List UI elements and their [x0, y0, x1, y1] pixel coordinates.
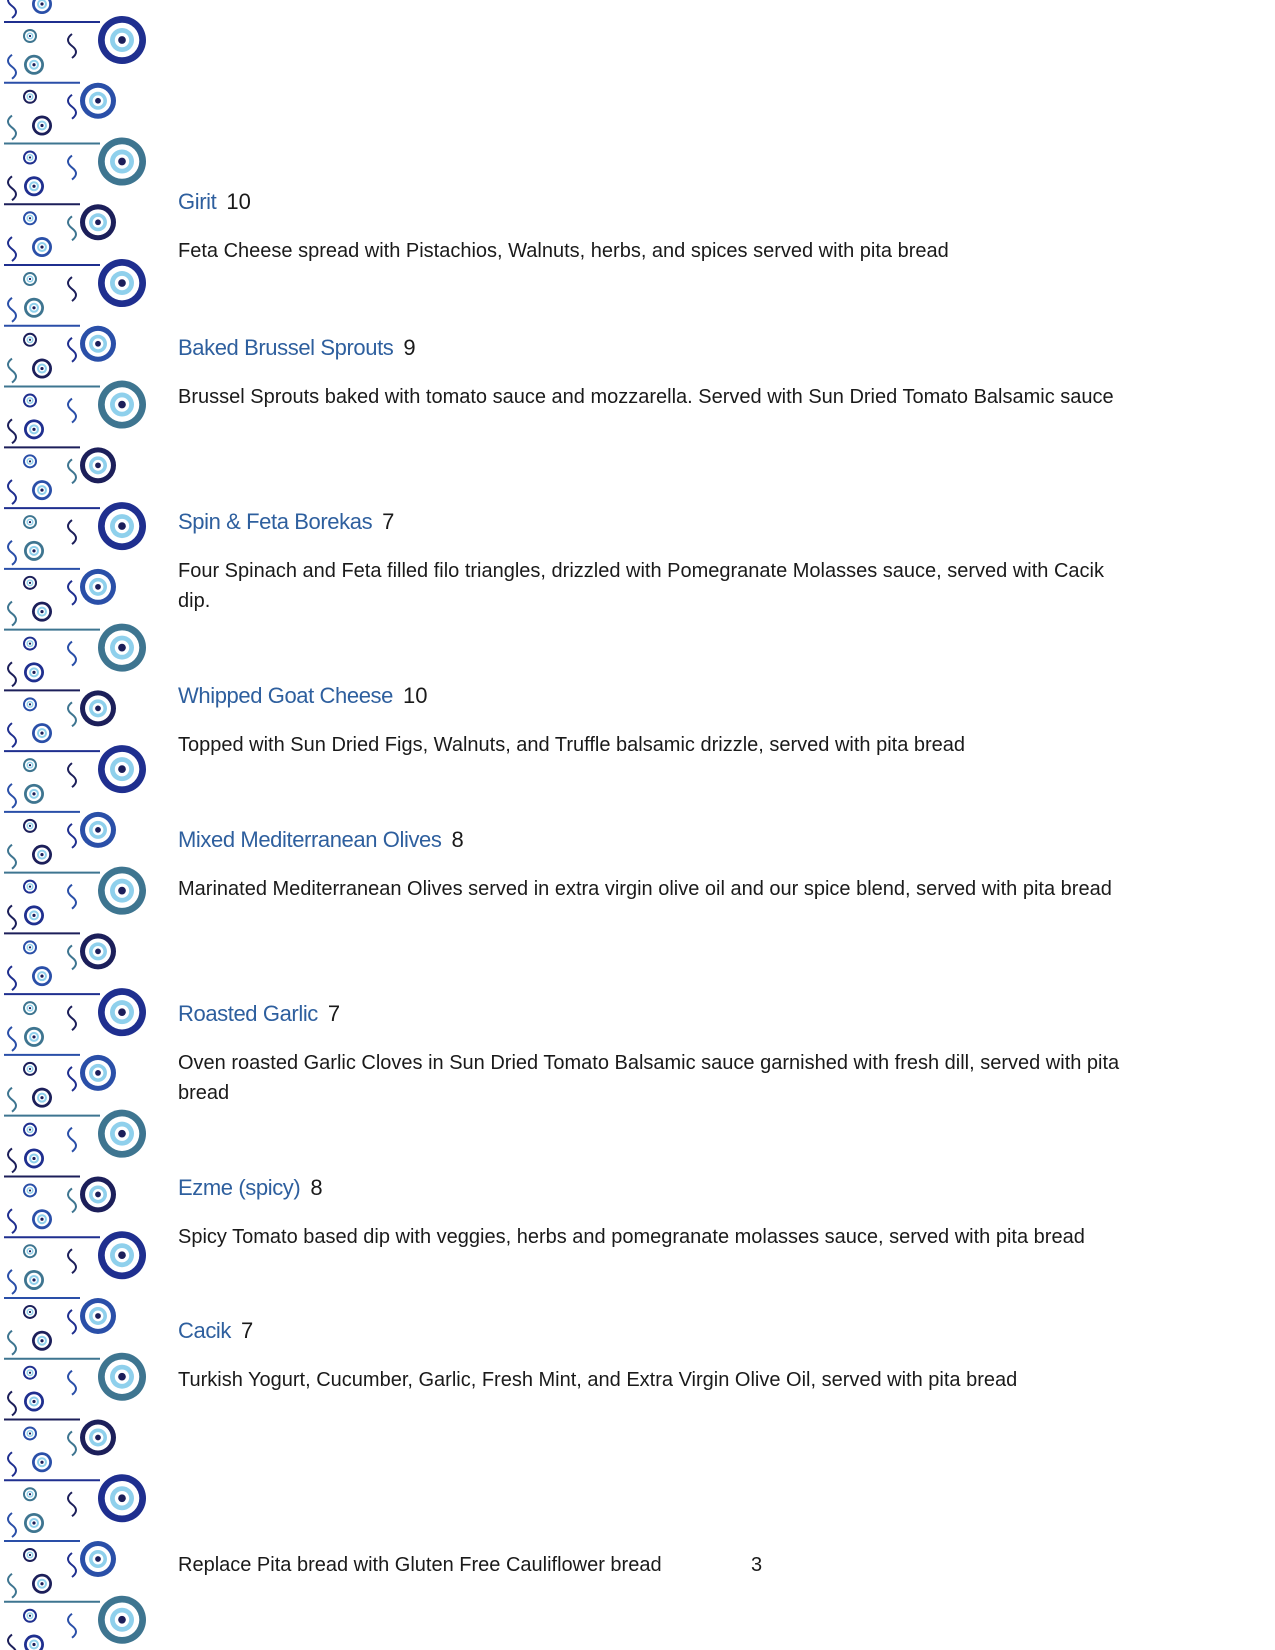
menu-item-title: [178, 188, 1138, 216]
menu-item-description: Four Spinach and Feta filled filo triangles, drizzled with Pomegranate Molasses sauce, served with Cacik dip.: [178, 560, 1104, 612]
menu-item-title: [178, 1000, 1138, 1028]
menu-item-cacik: [178, 1317, 1138, 1395]
menu-item-description: Turkish Yogurt, Cucumber, Garlic, Fresh Mint, and Extra Virgin Olive Oil, served with pita bread: [178, 1369, 1018, 1391]
menu-item-name: Girit: [178, 189, 217, 214]
gluten-free-price: 3: [751, 1554, 763, 1576]
gluten-free-note: Replace Pita bread with Gluten Free Cauliflower bread: [178, 1554, 662, 1576]
menu-item-description: Feta Cheese spread with Pistachios, Walnuts, herbs, and spices served with pita bread: [178, 240, 949, 262]
evil-eye-border-icon: [0, 0, 160, 1650]
menu-item-price: 9: [403, 335, 416, 360]
menu-item-whipped-goat-cheese: [178, 682, 1138, 760]
menu-item-title: [178, 334, 1138, 362]
menu-item-price: 10: [226, 189, 251, 214]
menu-item-title: [178, 508, 1138, 536]
menu-item-name: Spin & Feta Borekas: [178, 509, 373, 534]
menu-item-description: Topped with Sun Dried Figs, Walnuts, and Truffle balsamic drizzle, served with pita bread: [178, 734, 966, 756]
menu-item-title: [178, 1174, 1138, 1202]
menu-item-price: 8: [310, 1175, 323, 1200]
menu-item-ezme-spicy: [178, 1174, 1138, 1252]
menu-item-girit: [178, 188, 1138, 266]
menu-item-spin-feta-borekas: [178, 508, 1138, 616]
menu-item-title: [178, 1317, 1138, 1345]
menu-item-price: 8: [451, 827, 464, 852]
menu-item-description: Spicy Tomato based dip with veggies, herbs and pomegranate molasses sauce, served with pita bread: [178, 1226, 1085, 1248]
menu-item-name: Mixed Mediterranean Olives: [178, 827, 442, 852]
menu-item-price: 7: [241, 1318, 254, 1343]
menu-item-name: Ezme (spicy): [178, 1175, 301, 1200]
menu-item-name: Roasted Garlic: [178, 1001, 318, 1026]
menu-item-title: [178, 826, 1138, 854]
menu-item-name: Cacik: [178, 1318, 232, 1343]
menu-item-roasted-garlic: [178, 1000, 1138, 1108]
menu-item-price: 7: [382, 509, 395, 534]
menu-item-baked-brussel-sprouts: [178, 334, 1138, 412]
menu-item-name: Baked Brussel Sprouts: [178, 335, 394, 360]
menu-item-description: Brussel Sprouts baked with tomato sauce and mozzarella. Served with Sun Dried Tomato Balsamic sauce: [178, 386, 1114, 408]
menu-item-price: 7: [327, 1001, 341, 1026]
menu-item-description: Marinated Mediterranean Olives served in extra virgin olive oil and our spice blend, served with pita bread: [178, 878, 1112, 900]
menu-item-title: [178, 682, 1138, 710]
menu-item-name: Whipped Goat Cheese: [178, 683, 393, 708]
menu-item-mixed-mediterranean-olives: [178, 826, 1138, 904]
menu-item-price: 10: [402, 683, 428, 708]
menu-item-description: Oven roasted Garlic Cloves in Sun Dried Tomato Balsamic sauce garnished with fresh dill, served with pita bread: [178, 1052, 1120, 1104]
